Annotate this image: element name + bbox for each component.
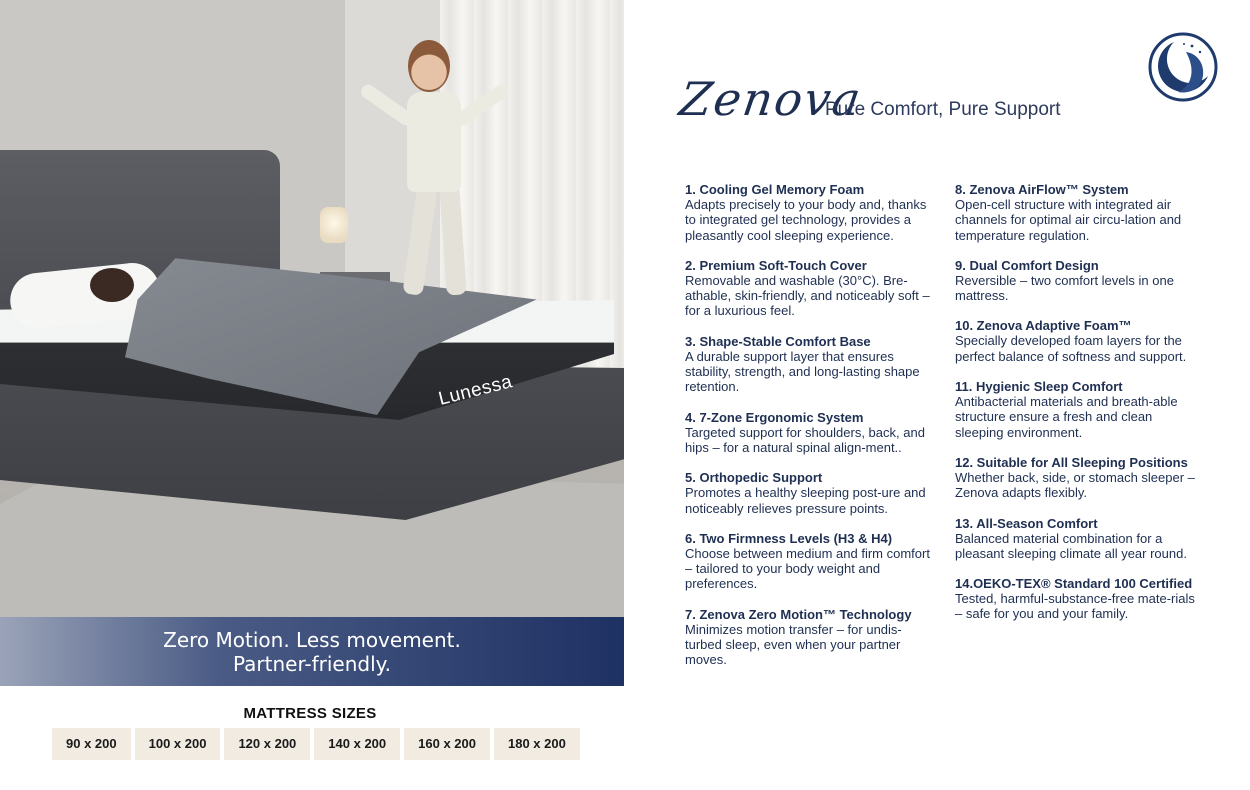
tagline: Pure Comfort, Pure Support (825, 99, 1061, 120)
feature-text: Adapts precisely to your body and, thanks to integrated gel technology, provides a pleasantly cool sleeping experience. (685, 197, 927, 243)
feature-item (685, 531, 935, 592)
feature-title: 14.OEKO-TEX® Standard 100 Certified (955, 576, 1193, 592)
feature-title: 1. Cooling Gel Memory Foam (685, 182, 865, 197)
brand-wordmark: Zenova (676, 72, 866, 126)
feature-title: 13. All-Season Comfort (955, 515, 1098, 531)
feature-item (955, 576, 1200, 622)
feature-title: 12. Suitable for All Sleeping Positions (955, 454, 1188, 470)
feature-title: 10. Zenova Adaptive Foam™ (955, 318, 1132, 334)
feature-text: Reversible – two comfort levels in one mattress. (955, 272, 1174, 304)
product-photo (0, 0, 624, 686)
features-column-right (955, 182, 1200, 637)
size-option-100x200[interactable]: 100 x 200 (135, 728, 221, 760)
mattress-sizes-title: MATTRESS SIZES (243, 705, 377, 722)
size-option-90x200[interactable]: 90 x 200 (52, 728, 131, 760)
feature-item (955, 182, 1200, 243)
feature-item (955, 258, 1200, 304)
feature-title: 4. 7-Zone Ergonomic System (685, 409, 864, 425)
feature-text: Specially developed foam layers for the perfect balance of softness and support. (955, 333, 1187, 364)
mattress-brand-label: Lunessa (436, 371, 515, 410)
child-head (408, 40, 450, 92)
feature-text: Whether back, side, or stomach sleeper – Zenova adapts flexibly. (955, 469, 1195, 501)
size-option-180x200[interactable]: 180 x 200 (494, 728, 580, 760)
jumping-child (407, 92, 461, 192)
zero-motion-banner (0, 617, 624, 686)
feature-item (955, 455, 1200, 501)
moon-woman-logo-icon (1148, 32, 1218, 102)
feature-text: Tested, harmful-substance-free mate-rials – safe for you and your family. (955, 591, 1195, 622)
feature-text: Minimizes motion transfer – for undis-turbed sleep, even when your partner moves. (685, 621, 902, 668)
feature-title: 5. Orthopedic Support (685, 470, 823, 486)
feature-title: 11. Hygienic Sleep Comfort (955, 379, 1123, 395)
feature-title: 7. Zenova Zero Motion™ Technology (685, 606, 912, 622)
size-options (52, 728, 580, 760)
banner-line-2: Partner-friendly. (232, 652, 392, 676)
feature-text: Choose between medium and firm comfort – tailored to your body weight and preferences. (685, 545, 930, 592)
feature-text: Targeted support for shoulders, back, and hips – for a natural spinal align-ment.. (685, 424, 925, 455)
feature-title: 6. Two Firmness Levels (H3 & H4) (685, 530, 893, 546)
feature-item (685, 182, 935, 243)
feature-title: 2. Premium Soft-Touch Cover (685, 257, 867, 273)
feature-text: Promotes a healthy sleeping post-ure and noticeably relieves pressure points. (685, 485, 926, 516)
features-column-left (685, 182, 935, 683)
feature-item (685, 607, 935, 668)
feature-text: Open-cell structure with integrated air channels for optimal air circu-lation and temperature regulation. (955, 197, 1182, 243)
feature-title: 8. Zenova AirFlow™ System (955, 182, 1129, 197)
banner-line-1: Zero Motion. Less movement. (163, 628, 461, 652)
sleeping-woman (90, 268, 134, 302)
feature-item (685, 334, 935, 395)
lamp (320, 207, 348, 243)
feature-item (955, 516, 1200, 562)
feature-item (685, 410, 935, 456)
feature-text: A durable support layer that ensures stability, strength, and long-lasting shape retention. (685, 348, 920, 395)
feature-title: 9. Dual Comfort Design (955, 257, 1099, 273)
feature-title: 3. Shape-Stable Comfort Base (685, 333, 871, 349)
size-option-140x200[interactable]: 140 x 200 (314, 728, 400, 760)
feature-item (955, 379, 1200, 440)
size-option-120x200[interactable]: 120 x 200 (224, 728, 310, 760)
feature-item (955, 318, 1200, 364)
size-option-160x200[interactable]: 160 x 200 (404, 728, 490, 760)
feature-text: Antibacterial materials and breath-able structure ensure a fresh and clean sleeping environment. (955, 394, 1178, 440)
feature-text: Removable and washable (30°C). Bre-athable, skin-friendly, and noticeably soft – for a luxurious feel. (685, 272, 930, 319)
feature-text: Balanced material combination for a pleasant sleeping climate all year round. (955, 530, 1187, 561)
feature-item (685, 470, 935, 516)
feature-item (685, 258, 935, 319)
